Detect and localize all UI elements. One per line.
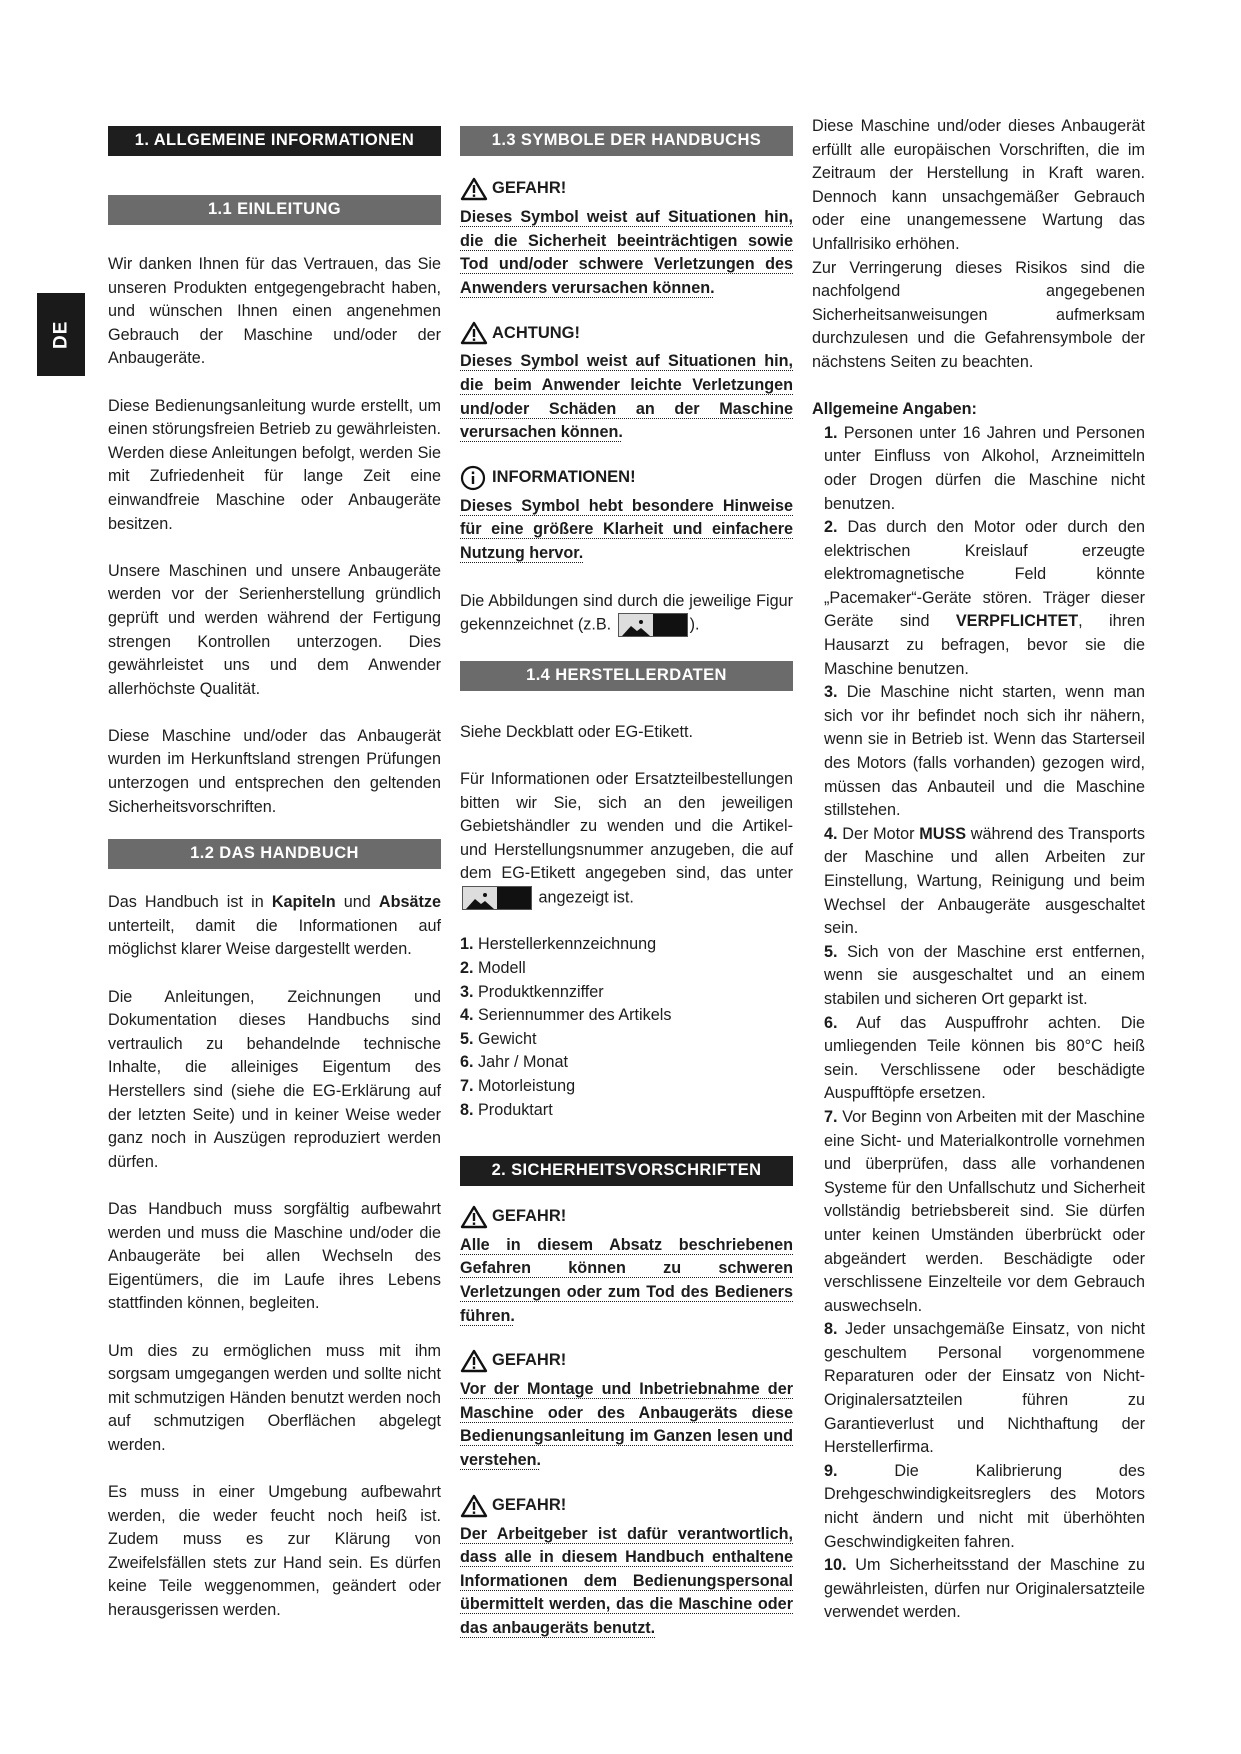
figure-reference-icon (618, 613, 688, 637)
warning-triangle-icon (460, 321, 488, 345)
danger-title: GEFAHR! (460, 1204, 793, 1230)
safety-item: 6. Auf das Auspuffrohr achten. Die umliegenden Teile können bis 80°C heiß sein. Verschlissene oder beschädigte Auspufftöpfe ersetzen. (824, 1013, 1145, 1103)
paragraph: Die Anleitungen, Zeichnungen und Dokumentation dieses Handbuchs sind vertraulich zu behandelnde technische Inhalte, die alleiniges Eigentum des Herstellers sind (siehe die EG-Erklärung auf der letzten Seite) und in keiner Weise weder ganz noch in Auszügen reproduziert werden dürfen. (108, 987, 441, 1171)
column-2 (460, 126, 793, 1661)
list-item: 6. Jahr / Monat (460, 1053, 568, 1072)
danger-title: GEFAHR! (460, 1348, 793, 1374)
language-label: DE (50, 320, 72, 349)
paragraph: Die Abbildungen sind durch die jeweilige Figur gekennzeichnet (z.B. ). (460, 590, 793, 638)
list-item: 5. Gewicht (460, 1029, 537, 1048)
safety-item: 5. Sich von der Maschine erst entfernen, wenn sie ausgeschaltet und an einem stabilen und sicheren Ort geparkt ist. (824, 942, 1145, 1008)
paragraph: Um dies zu ermöglichen muss mit ihm sorgsam umgegangen werden und sollte nicht mit schmutzigen Händen benutzt werden noch auf schmutzigen Oberflächen abgelegt werden. (108, 1341, 441, 1454)
figure-reference-icon (462, 886, 532, 910)
section-heading-1-2: 1.2 DAS HANDBUCH (108, 839, 441, 869)
column-1 (108, 126, 441, 1646)
danger-text: Alle in diesem Absatz beschriebenen Gefahren können zu schweren Verletzungen oder zum Tod des Bedieners führen. (460, 1235, 793, 1325)
safety-item: 1. Personen unter 16 Jahren und Personen unter Einfluss von Alkohol, Arzneimitteln oder Drogen dürfen die Maschine nicht benutzen. (824, 423, 1145, 513)
warning-triangle-icon (460, 177, 488, 201)
list-item: 8. Produktart (460, 1100, 553, 1119)
list-item: 1. Herstellerkennzeichnung (460, 935, 657, 954)
warning-triangle-icon (460, 1349, 488, 1373)
paragraph: Zur Verringerung dieses Risikos sind die nachfolgend angegebenen Sicherheitsanweisungen aufmerksam durchzulesen und die Gefahrensymbole der nächstens Seiten zu beachten. (812, 258, 1145, 371)
info-title: INFORMATIONEN! (460, 465, 793, 491)
warning-triangle-icon (460, 1205, 488, 1229)
danger-text: Vor der Montage und Inbetriebnahme der Maschine oder des Anbaugeräts diese Bedienungsanleitung im Ganzen lesen und verstehen. (460, 1380, 793, 1469)
paragraph: Diese Maschine und/oder das Anbaugerät wurden im Herkunftsland strengen Prüfungen unterzogen und entsprechen den geltenden Sicherheitsvorschriften. (108, 726, 441, 816)
info-circle-icon (460, 465, 488, 491)
safety-item: 4. Der Motor MUSS während des Transports der Maschine und allen Arbeiten zur Einstellung, Wartung, Reinigung und beim Wechsel der Anbaugeräte ausgeschaltet sein. (824, 824, 1145, 938)
list-item: 2. Modell (460, 959, 526, 978)
paragraph: Für Informationen oder Ersatzteilbestellungen bitten wir Sie, sich an den jeweiligen Gebietshändler zu wenden und die Artikel- und Herstellungsnummer anzugeben, die auf dem EG-Etikett angegeben sind, das unter angezeigt ist. (460, 768, 793, 910)
danger-title: GEFAHR! (460, 1493, 793, 1519)
list-item: 7. Motorleistung (460, 1077, 576, 1096)
list-item: 3. Produktkennziffer (460, 982, 604, 1001)
column-3 (812, 115, 1145, 1625)
warning-triangle-icon (460, 1494, 488, 1518)
general-info-heading: Allgemeine Angaben: (812, 400, 977, 419)
safety-item: 9. Die Kalibrierung des Drehgeschwindigkeitsreglers des Motors nicht ändern und nicht mit überhöhten Geschwindigkeiten fahren. (824, 1461, 1145, 1551)
section-heading-1-1: 1.1 EINLEITUNG (108, 195, 441, 225)
paragraph: Diese Maschine und/oder dieses Anbaugerät erfüllt alle europäischen Vorschriften, die im Zeitraum der Herstellung in Kraft waren. Dennoch kann unsachgemäßer Gebrauch oder eine unangemessene Wartung das Unfallrisiko erhöhen. (812, 117, 1145, 253)
section-heading-1-4: 1.4 HERSTELLERDATEN (460, 661, 793, 691)
paragraph: Das Handbuch muss sorgfältig aufbewahrt werden und muss die Maschine und/oder die Anbaugeräte bei allen Wechseln des Eigentümers, die im Laufe ihres Lebens stattfinden können, begleiten. (108, 1199, 441, 1313)
danger-text: Der Arbeitgeber ist dafür verantwortlich, dass alle in diesem Handbuch enthaltene Informationen dem Bedienungspersonal übermittelt werden, das die Maschine oder das anbaugeräts benutzt. (460, 1524, 793, 1637)
list-item: 4. Seriennummer des Artikels (460, 1006, 672, 1025)
section-heading-1: 1. ALLGEMEINE INFORMATIONEN (108, 126, 441, 156)
safety-item: 3. Die Maschine nicht starten, wenn man sich vor ihr befindet noch sich ihr nähern, wenn sie in Betrieb ist. Wenn das Starterseil des Motors (falls vorhanden) gezogen wird, müssen das Anbauteil und die Maschine stillstehen. (824, 683, 1145, 820)
safety-item: 8. Jeder unsachgemäße Einsatz, von nicht geschultem Personal vorgenommene Reparaturen oder der Einsatz von Nicht-Originalersatzteilen führen zu Garantieverlust und Nichthaftung der Herstellerfirma. (824, 1320, 1145, 1457)
caution-title: ACHTUNG! (460, 320, 793, 346)
paragraph: Es muss in einer Umgebung aufbewahrt werden, die weder feucht noch heiß ist. Zudem muss es zur Klärung von Zweifelsfällen stets zur Hand sein. Es dürfen keine Teile weggenommen, geändert oder herausgerissen werden. (108, 1483, 441, 1620)
info-text: Dieses Symbol hebt besondere Hinweise für eine größere Klarheit und einfachere Nutzung hervor. (460, 496, 793, 562)
section-heading-2: 2. SICHERHEITSVORSCHRIFTEN (460, 1156, 793, 1186)
safety-item: 10. Um Sicherheitsstand der Maschine zu gewährleisten, dürfen nur Originalersatzteile verwendet werden. (824, 1556, 1145, 1622)
safety-item: 7. Vor Beginn von Arbeiten mit der Maschine eine Sicht- und Materialkontrolle vornehmen und überprüfen, dass alle vorhandenen Systeme für den Unfallschutz und Sicherheit vollständig betriebsbereit sind. Sie dürfen unter keinen Umständen überbrückt oder abgeändert werden. Beschädigte oder verschlissene Einzelteile vor dem Gebrauch auswechseln. (824, 1107, 1145, 1315)
safety-item: 2. Das durch den Motor oder durch den elektrischen Kreislauf erzeugte elektromagnetische Feld könnte „Pacemaker“-Geräte stören. Träger dieser Geräte sind VERPFLICHTET, ihren Hausarzt zu befragen, bevor sie die Maschine benutzen. (824, 518, 1145, 678)
section-heading-1-3: 1.3 SYMBOLE DER HANDBUCHS (460, 126, 793, 156)
paragraph: Das Handbuch ist in Kapiteln und Absätze unterteilt, damit die Informationen auf möglichst klarer Weise dargestellt werden. (108, 893, 441, 959)
paragraph: Diese Bedienungsanleitung wurde erstellt, um einen störungsfreien Betrieb zu gewährleisten. Werden diese Anleitungen befolgt, werden Sie mit Zufriedenheit für lange Zeit eine einwandfreie Maschine oder Anbaugeräte besitzen. (108, 396, 441, 533)
danger-title: GEFAHR! (460, 176, 793, 202)
caution-text: Dieses Symbol weist auf Situationen hin, die beim Anwender leichte Verletzungen und/oder Schäden an der Maschine verursachen können. (460, 352, 793, 442)
paragraph: Siehe Deckblatt oder EG-Etikett. (460, 722, 694, 741)
danger-text: Dieses Symbol weist auf Situationen hin, die die Sicherheit beeinträchtigen sowie Tod und/oder schwere Verletzungen des Anwenders verursachen können. (460, 208, 793, 297)
paragraph: Unsere Maschinen und unsere Anbaugeräte werden vor der Serienherstellung gründlich geprüft und werden während der Fertigung strengen Kontrollen unterzogen. Dies gewährleistet uns und dem Anwender allerhöchste Qualität. (108, 561, 441, 698)
language-tab (37, 293, 85, 376)
label-data-list (460, 933, 793, 1122)
paragraph: Wir danken Ihnen für das Vertrauen, das Sie unseren Produkten entgegengebracht haben, und wünschen Ihnen einen angenehmen Gebrauch der Maschine und/oder der Anbaugeräte. (108, 255, 441, 368)
